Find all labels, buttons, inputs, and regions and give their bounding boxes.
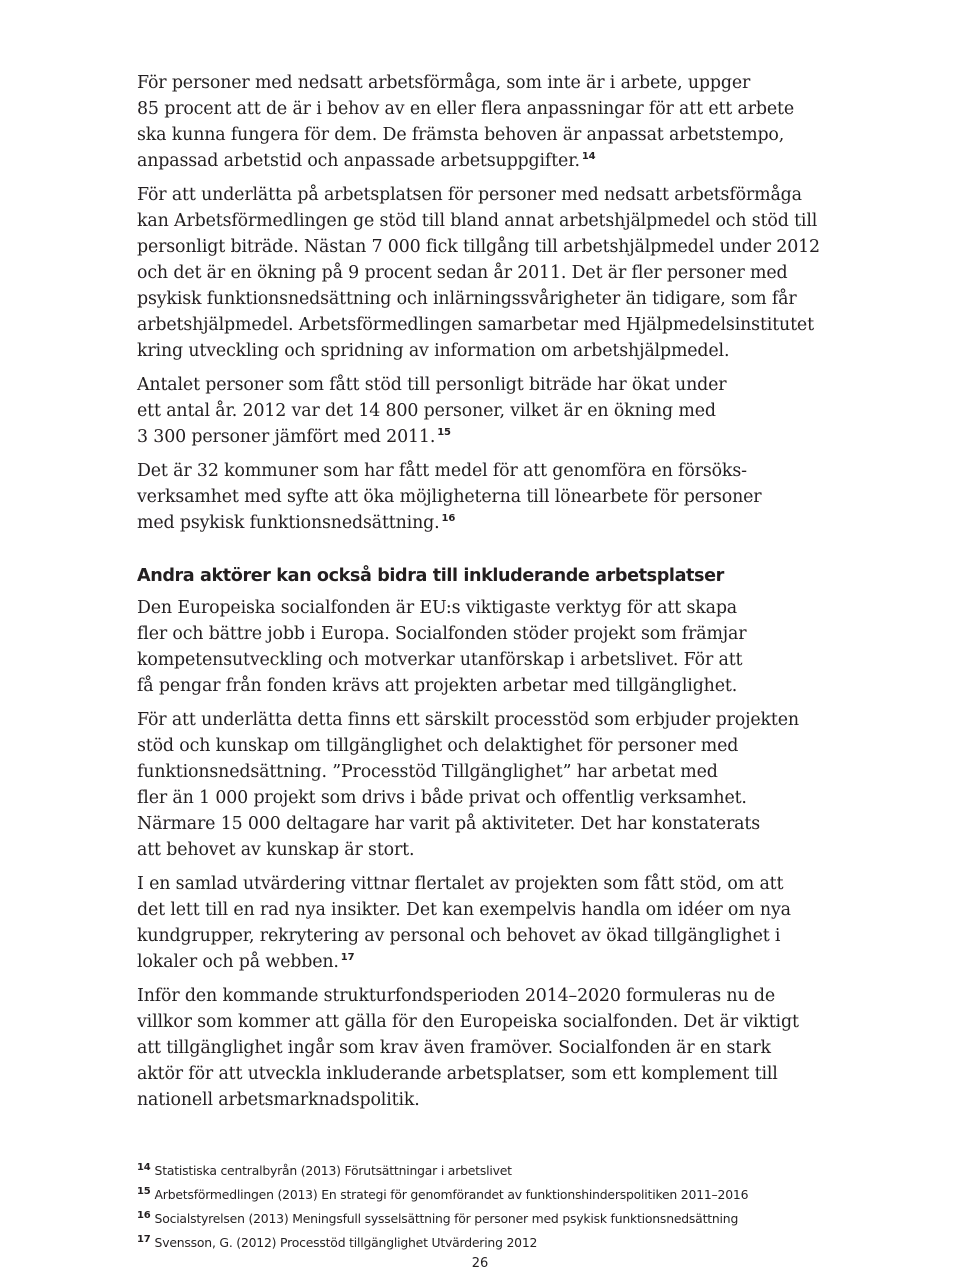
footnote-reference: 15	[437, 427, 451, 438]
footnote	[137, 1181, 857, 1205]
text-line: För att underlätta på arbetsplatsen för personer med nedsatt arbetsförmåga	[137, 185, 802, 205]
text-line: få pengar från fonden krävs att projekten arbetar med tillgänglighet.	[137, 676, 738, 696]
text-line: 3 300 personer jämfört med 2011. $^{15}$	[137, 427, 451, 447]
footnote-text: Statistiska centralbyrån (2013) Förutsättningar i arbetslivet	[154, 1163, 512, 1178]
text-line: personligt biträde. Nästan 7 000 fick tillgång till arbetshjälpmedel under 2012	[137, 237, 820, 257]
footnote-text: Arbetsförmedlingen (2013) En strategi för genomförandet av funktionshinderspolitiken 2011–2016	[154, 1187, 749, 1202]
paragraph	[137, 707, 837, 863]
text-line: kan Arbetsförmedlingen ge stöd till bland annat arbetshjälpmedel och stöd till	[137, 211, 818, 231]
text-line: stöd och kunskap om tillgänglighet och delaktighet för personer med	[137, 736, 739, 756]
section-heading: Andra aktörer kan också bidra till inkluderande arbetsplatser	[137, 566, 724, 586]
footnote-number: 15	[137, 1186, 151, 1197]
text-line: att behovet av kunskap är stort.	[137, 840, 415, 860]
footnote-text: Socialstyrelsen (2013) Meningsfull sysselsättning för personer med psykisk funktionsnedsättning	[154, 1211, 739, 1226]
footnote	[137, 1157, 857, 1181]
text-line: verksamhet med syfte att öka möjligheterna till lönearbete för personer	[137, 487, 762, 507]
footnote-number: 14	[137, 1162, 151, 1173]
page-number: 26	[471, 1256, 489, 1271]
text-line: kompetensutveckling och motverkar utanförskap i arbetslivet. För att	[137, 650, 743, 670]
paragraph	[137, 182, 837, 364]
text-line: Den Europeiska socialfonden är EU:s viktigaste verktyg för att skapa	[137, 598, 738, 618]
text-line: lokaler och på webben. $^{17}$	[137, 952, 355, 972]
text-line: villkor som kommer att gälla för den Europeiska socialfonden. Det är viktigt	[137, 1012, 799, 1032]
text-line: anpassad arbetstid och anpassade arbetsuppgifter. $^{14}$	[137, 151, 596, 171]
footnote-number: 16	[137, 1210, 151, 1221]
text-line: kundgrupper, rekrytering av personal och behovet av ökad tillgänglighet i	[137, 926, 781, 946]
text-line: Det är 32 kommuner som har fått medel för att genomföra en försöks-	[137, 461, 747, 481]
paragraph	[137, 458, 837, 536]
text-line: ska kunna fungera för dem. De främsta behoven är anpassat arbetstempo,	[137, 125, 785, 145]
text-line: Inför den kommande strukturfondsperioden 2014–2020 formuleras nu de	[137, 986, 775, 1006]
text-line: fler än 1 000 projekt som drivs i både privat och offentlig verksamhet.	[137, 788, 747, 808]
text-line: I en samlad utvärdering vittnar flertalet av projekten som fått stöd, om att	[137, 874, 784, 894]
text-line: att tillgänglighet ingår som krav även framöver. Socialfonden är en stark	[137, 1038, 771, 1058]
footnote-number: 17	[137, 1234, 151, 1245]
paragraph	[137, 983, 837, 1113]
text-line: aktör för att utveckla inkluderande arbetsplatser, som ett komplement till	[137, 1064, 778, 1084]
text-line: Närmare 15 000 deltagare har varit på aktiviteter. Det har konstaterats	[137, 814, 761, 834]
paragraph	[137, 70, 837, 174]
text-line: psykisk funktionsnedsättning och inlärningssvårigheter än tidigare, som får	[137, 289, 797, 309]
paragraph	[137, 595, 837, 699]
text-line: För att underlätta detta finns ett särskilt processtöd som erbjuder projekten	[137, 710, 799, 730]
footnote-reference: 16	[441, 513, 456, 524]
footnote-reference: 14	[581, 151, 596, 162]
text-line: och det är en ökning på 9 procent sedan år 2011. Det är fler personer med	[137, 263, 788, 283]
text-line: fler och bättre jobb i Europa. Socialfonden stöder projekt som främjar	[137, 624, 747, 644]
section-title-block	[137, 564, 837, 588]
text-line: ett antal år. 2012 var det 14 800 personer, vilket är en ökning med	[137, 401, 716, 421]
text-line: arbetshjälpmedel. Arbetsförmedlingen samarbetar med Hjälpmedelsinstitutet	[137, 315, 814, 335]
paragraph	[137, 372, 837, 450]
footnote	[137, 1205, 857, 1229]
footnote	[137, 1229, 857, 1253]
text-line: För personer med nedsatt arbetsförmåga, som inte är i arbete, uppger	[137, 73, 751, 93]
section-body	[137, 595, 837, 1113]
footnote-text: Svensson, G. (2012) Processtöd tillgänglighet Utvärdering 2012	[154, 1235, 538, 1250]
text-line: Antalet personer som fått stöd till personligt biträde har ökat under	[137, 375, 727, 395]
text-line: funktionsnedsättning. ”Processtöd Tillgänglighet” har arbetat med	[137, 762, 718, 782]
text-line: 85 procent att de är i behov av en eller flera anpassningar för att ett arbete	[137, 99, 795, 119]
text-line: nationell arbetsmarknadspolitik.	[137, 1090, 420, 1110]
text-line: det lett till en rad nya insikter. Det kan exempelvis handla om idéer om nya	[137, 900, 791, 920]
footnotes	[137, 1157, 857, 1253]
paragraph	[137, 871, 837, 975]
text-line: kring utveckling och spridning av information om arbetshjälpmedel.	[137, 341, 730, 361]
text-line: med psykisk funktionsnedsättning. $^{16}$	[137, 513, 456, 533]
footnote-reference: 17	[340, 952, 355, 963]
intro-section	[137, 70, 837, 536]
